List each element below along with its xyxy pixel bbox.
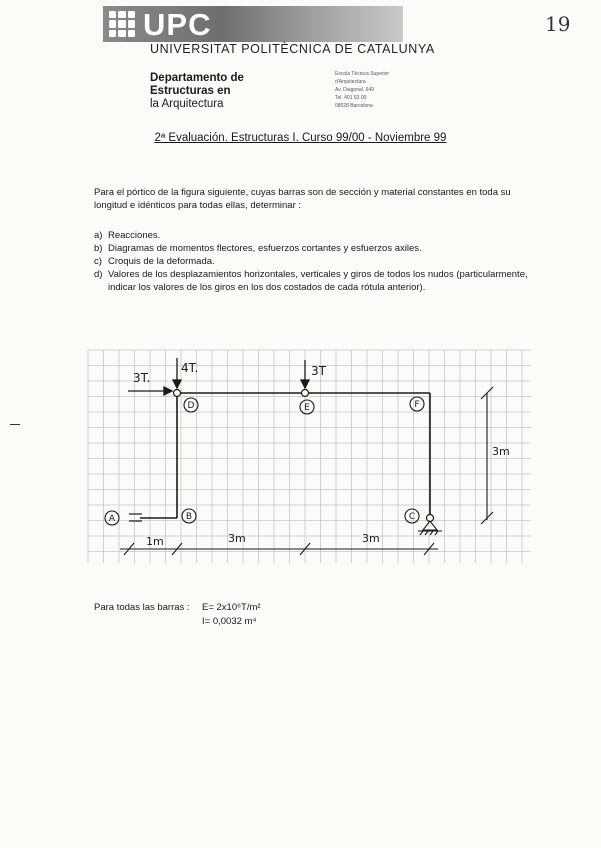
elastic-modulus: E= 2x10⁶T/m² <box>202 602 261 613</box>
grid-paper <box>88 350 531 563</box>
exam-title-text: 2ª Evaluación. Estructuras I. Curso 99/00 - Noviembre 99 <box>154 132 447 144</box>
problem-statement: Para el pórtico de la figura siguiente, cuyas barras son de sección y material constantes en toda su longitud e idénticos para todas ellas, determinar : <box>94 187 511 211</box>
task-mark: d) <box>94 269 103 280</box>
properties-label: Para todas las barras : <box>94 602 190 613</box>
properties-row <box>94 601 261 615</box>
load-label: 4T. <box>181 361 199 375</box>
dimension-label: 1m <box>146 535 164 548</box>
node-label: C <box>408 512 416 522</box>
task-text: Diagramas de momentos flectores, esfuerzos cortantes y esfuerzos axiles. <box>108 243 422 254</box>
material-properties <box>94 601 261 629</box>
task-text: Valores de los desplazamientos horizontales, verticales y giros de todos los nudos (particularmente, indicar los valores de los giros en los dos costados de cada rótula anterior). <box>108 269 528 293</box>
university-name: UNIVERSITAT POLITÈCNICA DE CATALUNYA <box>150 42 435 56</box>
moment-of-inertia: I= 0,0032 m⁴ <box>202 616 257 627</box>
task-text: Croquis de la deformada. <box>108 256 215 267</box>
span-dimension <box>120 543 438 555</box>
arrow-head-icon <box>173 380 181 388</box>
load-label: 3T. <box>133 371 151 385</box>
load-label: 3T <box>311 364 326 378</box>
address-line: d'Arquitectura <box>335 79 366 85</box>
address-line: Tel. 401 63 00 <box>335 95 367 101</box>
hinge-icon <box>174 390 181 397</box>
node-label: B <box>185 512 193 522</box>
arrow-head-icon <box>301 380 309 388</box>
task-text: Reacciones. <box>108 230 161 241</box>
load-arrows <box>128 358 309 395</box>
node-label: F <box>414 400 420 410</box>
node-label: D <box>187 401 195 411</box>
task-mark: c) <box>94 256 102 267</box>
fixed-support-icon <box>418 521 442 535</box>
task-mark: a) <box>94 230 103 241</box>
node-label: A <box>108 514 116 524</box>
address-line: Av. Diagonal, 649 <box>335 87 375 93</box>
department-line: Departamento de <box>150 72 244 84</box>
task-mark: b) <box>94 243 103 254</box>
handwritten-page-number: 19 <box>545 12 571 36</box>
node-label: E <box>304 403 310 413</box>
hinge-icon <box>302 390 309 397</box>
dimension-label: 3m <box>492 445 510 458</box>
dimension-label: 3m <box>228 532 246 545</box>
department-line: la Arquitectura <box>150 98 224 110</box>
department-line: Estructuras en <box>150 85 231 97</box>
node-labels <box>105 397 424 525</box>
arrow-head-icon <box>164 387 172 395</box>
address-line: 08028 Barcelona <box>335 103 373 109</box>
address-line: Escola Tècnica Superior <box>335 71 390 77</box>
dimension-label: 3m <box>362 532 380 545</box>
logo-text: UPC <box>143 7 212 42</box>
